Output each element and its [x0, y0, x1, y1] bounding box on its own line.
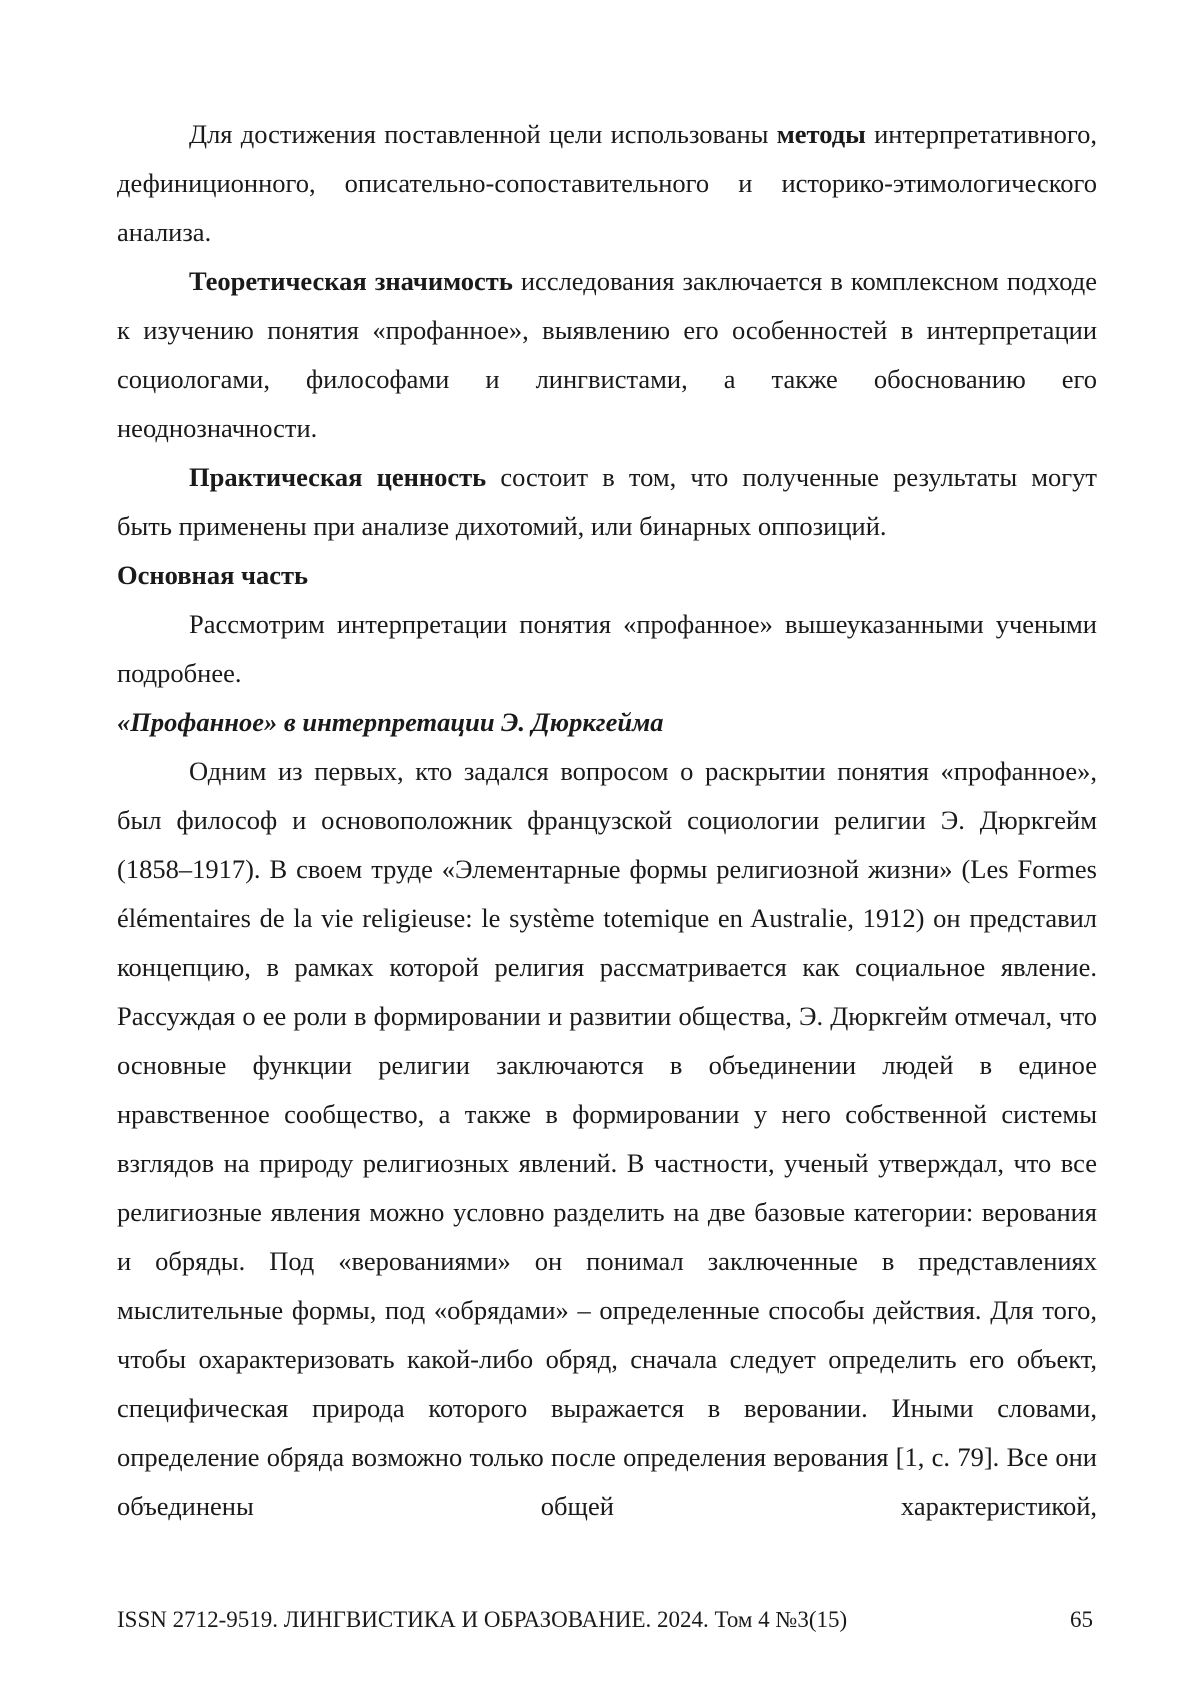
section-heading-durkheim: «Профанное» в интерпретации Э. Дюркгейма [117, 707, 664, 737]
paragraph-text: интерпретативного, дефиниционного, описательно-сопоставительного и историко-этимологического анализа. [117, 119, 1098, 247]
paragraph-intro: Рассмотрим интерпретации понятия «профанное» вышеуказанными учеными подробнее. [117, 609, 1097, 688]
paragraph-theoretical-significance [117, 257, 1097, 453]
paragraph-durkheim: Одним из первых, кто задался вопросом о раскрытии понятия «профанное», был философ и основоположник французской социологии религии Э. Дюркгейм (1858–1917). В своем труде «Элементарные формы религиозной жизни» (Les Formes élémentaires de la vie religieuse: le système totemique en Australie, 1912) он представил концепцию, в рамках которой религия рассматривается как социальное явление. Рассуждая о ее роли в формировании и развитии общества, Э. Дюркгейм отмечал, что основные функции религии заключаются в объединении людей в единое нравственное сообщество, а также в формировании у него собственной системы взглядов на природу религиозных явлений. В частности, ученый утверждал, что все религиозные явления можно условно разделить на две базовые категории: верования и обряды. Под «верованиями» он понимал заключенные в представлениях мыслительные формы, под «обрядами» – определенные способы действия. Для того, чтобы охарактеризовать какой-либо обряд, сначала следует определить его объект, специфическая природа которого выражается в веровании. Иными словами, определение обряда возможно только после определения верования [1, с. 79]. Все они объединены общей характеристикой, [117, 756, 1097, 1521]
section-heading-main: Основная часть [117, 560, 309, 590]
page-number: 65 [1070, 1607, 1093, 1632]
journal-citation: ISSN 2712-9519. ЛИНГВИСТИКА И ОБРАЗОВАНИЕ. 2024. Том 4 №3(15) [117, 1607, 848, 1632]
paragraph-text: Для достижения поставленной цели использованы [189, 119, 777, 149]
paragraph-methods [117, 110, 1097, 257]
bold-term: Теоретическая значимость [189, 266, 513, 296]
paragraph-text: состоит в том, что полученные результаты могут быть применены при анализе дихотомий, или бинарных оппозиций. [117, 462, 1098, 541]
paragraph-text: исследования заключается в комплексном подходе к изучению понятия «профанное», выявлению его особенностей в интерпретации социологами, философами и лингвистами, а также обоснованию его неоднозначности. [117, 266, 1097, 443]
bold-term: методы [776, 119, 866, 149]
bold-term: Практическая ценность [189, 462, 487, 492]
paragraph-practical-value [117, 453, 1097, 551]
article-body [117, 110, 1097, 1531]
